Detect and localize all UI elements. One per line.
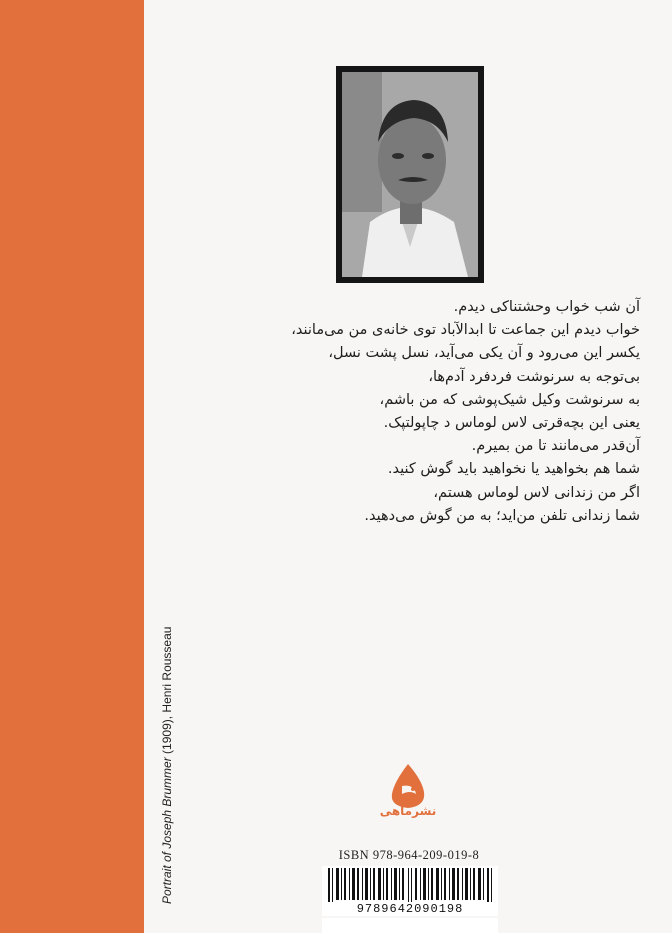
painting-title: Portrait of Joseph Brummer: [160, 757, 174, 904]
fish-drop-logo-icon: [380, 760, 436, 832]
back-cover-poem: [250, 296, 640, 528]
poem-line: اگر من زندانی لاس لوماس هستم،: [433, 484, 640, 501]
publisher-name: نشرماهی: [379, 804, 437, 818]
painting-year-artist: (1909), Henri Rousseau: [160, 626, 174, 758]
cover-art-credit: [160, 604, 174, 904]
poem-line: شما زندانی تلفن من‌اید؛ به من گوش می‌دهید.: [364, 507, 640, 524]
author-photo: [336, 66, 484, 283]
orange-spine: [0, 0, 144, 933]
poem-line: آن شب خواب وحشتناکی دیدم.: [453, 299, 640, 315]
isbn-number: ISBN 978-964-209-019-8: [338, 848, 480, 862]
poem-line: آن‌قدر می‌مانند تا من بمیرم.: [471, 438, 640, 455]
author-photo-image: [342, 72, 478, 277]
poem-line: یعنی این بچه‌قرتی لاس لوماس د چاپولتپک.: [383, 415, 640, 432]
poem-line: شما هم بخواهید یا نخواهید باید گوش کنید.: [387, 461, 640, 478]
barcode-digits: 9789642090198: [322, 902, 498, 916]
price-sticker-strip: [322, 918, 498, 933]
poem-line: بی‌توجه به سرنوشت فردفرد آدم‌ها،: [428, 368, 640, 385]
author-portrait-illustration: [342, 72, 478, 277]
poem-line: خواب دیدم این جماعت تا ابدالآباد توی خانه‌ی من می‌مانند،: [291, 322, 640, 339]
poem-line: به سرنوشت وکیل شیک‌پوشی که من باشم،: [379, 391, 640, 408]
poem-line: یکسر این می‌رود و آن یکی می‌آید، نسل پشت نسل،: [328, 345, 640, 362]
